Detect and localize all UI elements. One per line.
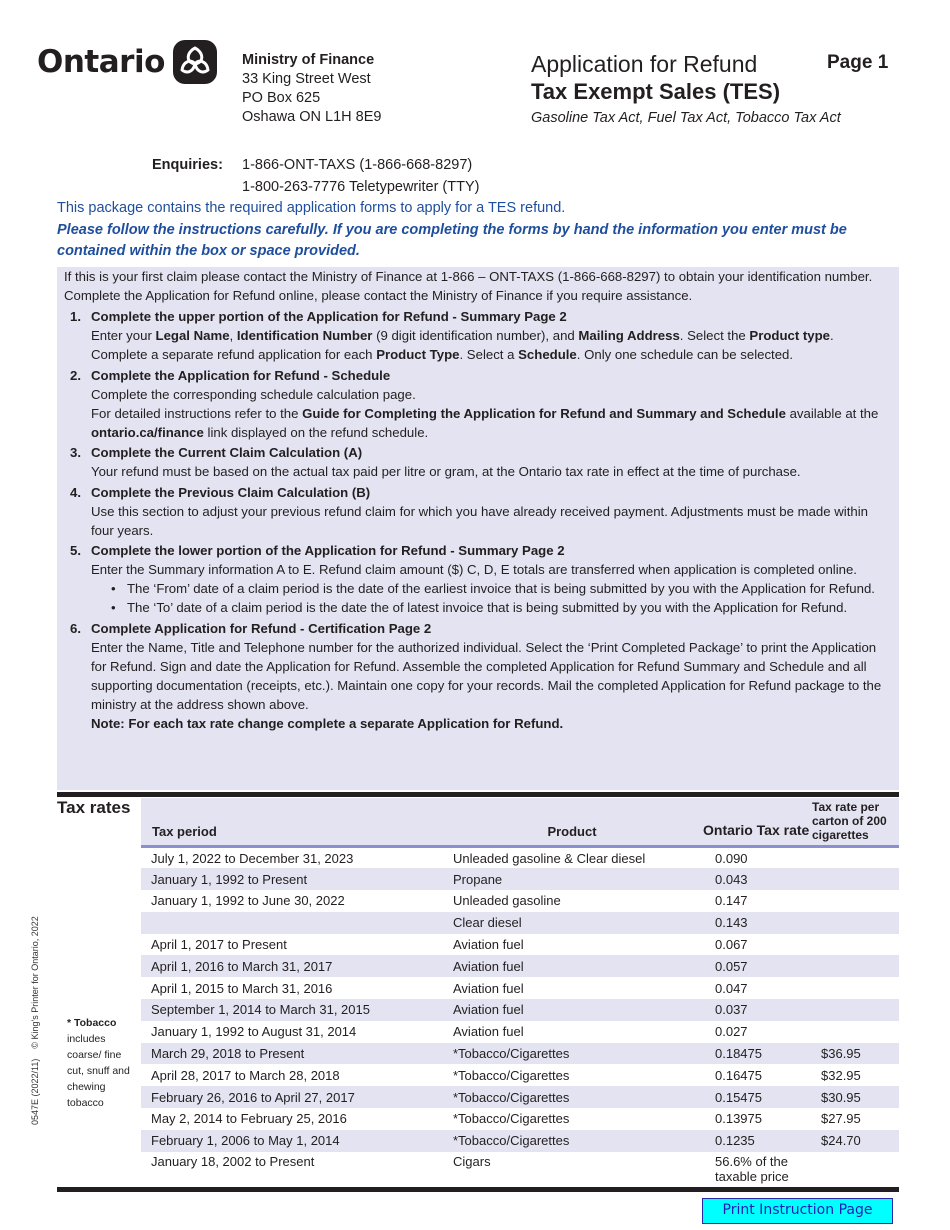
- step-heading: Complete Application for Refund - Certification Page 2: [91, 620, 432, 636]
- cell-tax-rate: 0.15475: [701, 1086, 810, 1108]
- col-product: Product: [443, 798, 701, 847]
- cell-carton-rate: [810, 847, 899, 869]
- step-number: 3.: [70, 445, 81, 460]
- enquiries-label: Enquiries:: [152, 157, 223, 173]
- cell-tax-period: April 28, 2017 to March 28, 2018: [151, 1067, 340, 1083]
- cell-carton-rate: [810, 955, 899, 977]
- cell-product: Aviation fuel: [443, 955, 701, 977]
- cell-tax-rate: 0.147: [715, 893, 748, 909]
- cell-tax-period: [141, 912, 443, 934]
- col-tax-period: Tax period: [141, 798, 443, 847]
- ontario-logo: [37, 38, 217, 86]
- cell-product: Aviation fuel: [453, 1024, 524, 1040]
- step-6: [64, 619, 887, 733]
- cell-tax-period: February 1, 2006 to May 1, 2014: [141, 1130, 443, 1152]
- step-number: 2.: [70, 367, 81, 383]
- step-1: [64, 307, 887, 364]
- step-note: Note: For each tax rate change complete a separate Application for Refund.: [91, 715, 564, 731]
- table-row: [141, 955, 899, 977]
- cell-carton-rate: [810, 934, 899, 956]
- bullet-item: • The ‘To’ date of a claim period is the date the of latest invoice that is being submitted by you with the Application for Refund.: [111, 598, 887, 617]
- cell-carton-rate: [810, 868, 899, 890]
- intro-text: [57, 198, 902, 263]
- cell-carton-rate: [810, 912, 899, 934]
- tobacco-note-text: includes coarse/ fine cut, snuff and chewing tobacco: [67, 1033, 130, 1109]
- cell-tax-rate: 0.067: [715, 937, 748, 953]
- cell-product: *Tobacco/Cigarettes: [443, 1130, 701, 1152]
- form-id: 0547E (2022/11): [30, 1058, 40, 1125]
- cell-carton-rate: $36.95: [810, 1043, 899, 1065]
- cell-carton-rate: [810, 977, 899, 999]
- col-carton-rate: Tax rate per carton of 200 cigarettes: [810, 798, 899, 847]
- cell-tax-rate: 0.13975: [715, 1111, 762, 1127]
- cell-tax-rate: 0.027: [715, 1024, 748, 1040]
- form-id-vertical: [30, 916, 40, 1125]
- cell-carton-rate: $24.70: [810, 1130, 899, 1152]
- cell-tax-rate: 0.043: [701, 868, 810, 890]
- step-body: Your refund must be based on the actual tax paid per litre or gram, at the Ontario tax rate in effect at the time of purchase.: [91, 464, 801, 479]
- step-number: 4.: [70, 484, 81, 500]
- step-heading: Complete the lower portion of the Application for Refund - Summary Page 2: [91, 543, 565, 558]
- cell-tax-rate: 0.090: [715, 850, 748, 866]
- cell-product: *Tobacco/Cigarettes: [443, 1086, 701, 1108]
- cell-product: *Tobacco/Cigarettes: [453, 1067, 570, 1083]
- enquiries-tty: 1-800-263-7776 Teletypewriter (TTY): [242, 179, 480, 195]
- table-row: [141, 999, 899, 1021]
- section-divider-bottom: [57, 1187, 899, 1192]
- logo-wordmark: Ontario: [37, 44, 165, 80]
- table-row: [141, 1086, 899, 1108]
- cell-carton-rate: $30.95: [810, 1086, 899, 1108]
- col-ontario-tax-rate: Ontario Tax rate: [701, 798, 810, 847]
- cell-tax-rate: 0.143: [701, 912, 810, 934]
- step-bullets: [91, 579, 887, 617]
- table-row: [141, 1152, 899, 1188]
- step-heading: Complete the Current Claim Calculation (A): [91, 445, 363, 460]
- cell-product: Cigars: [453, 1153, 491, 1169]
- cell-tax-period: January 1, 1992 to June 30, 2022: [151, 893, 345, 909]
- cell-tax-rate: 0.1235: [701, 1130, 810, 1152]
- step-5: [64, 541, 887, 617]
- tax-rates-table: [141, 798, 899, 1188]
- cell-product: Unleaded gasoline: [453, 893, 561, 909]
- instructions-lead: If this is your first claim please contact the Ministry of Finance at 1-866 – ONT-TAXS (1-866-668-8297) to obtain your identification number. Complete the Application for Refund online, please contact the Ministry of Finance if you require assistance.: [64, 269, 873, 303]
- step-heading: Complete the Previous Claim Calculation (B): [91, 484, 371, 500]
- cell-carton-rate: [810, 1152, 899, 1188]
- cell-tax-rate: 0.16475: [715, 1067, 762, 1083]
- tobacco-note-title: * Tobacco: [67, 1017, 117, 1029]
- cell-tax-period: April 1, 2015 to March 31, 2016: [151, 980, 333, 996]
- form-title: Tax Exempt Sales (TES): [531, 79, 781, 104]
- cell-tax-period: July 1, 2022 to December 31, 2023: [151, 850, 354, 866]
- table-row: [141, 868, 899, 890]
- page-label: Page 1: [827, 52, 889, 73]
- table-row: [141, 1043, 899, 1065]
- cell-product: Aviation fuel: [443, 999, 701, 1021]
- cell-tax-rate: 0.037: [701, 999, 810, 1021]
- step-number: 1.: [70, 309, 81, 324]
- cell-tax-rate: 0.057: [701, 955, 810, 977]
- step-body: Enter the Summary information A to E. Refund claim amount ($) C, D, E totals are transferred when application is completed online.: [91, 562, 857, 577]
- cell-tax-period: January 1, 1992 to Present: [141, 868, 443, 890]
- cell-carton-rate: [810, 890, 899, 912]
- step-heading: Complete the upper portion of the Application for Refund - Summary Page 2: [91, 309, 567, 324]
- table-header-row: [141, 798, 899, 847]
- cell-tax-rate: 0.18475: [701, 1043, 810, 1065]
- intro-warning: Please follow the instructions carefully. If you are completing the forms by hand the information you enter must be contained within the box or space provided.: [57, 221, 847, 259]
- cell-product: Unleaded gasoline & Clear diesel: [453, 850, 646, 866]
- cell-tax-period: February 26, 2016 to April 27, 2017: [141, 1086, 443, 1108]
- table-row: [141, 1130, 899, 1152]
- cell-tax-period: March 29, 2018 to Present: [141, 1043, 443, 1065]
- acts-subtitle: Gasoline Tax Act, Fuel Tax Act, Tobacco Tax Act: [531, 110, 841, 126]
- step-body: Enter the Name, Title and Telephone number for the authorized individual. Select the ‘Print Completed Package’ to print the Application for Refund. Sign and date the Application for Refund. Assemble the completed Application for Refund Summary and Schedule and all supporting documentation (receipts, etc.). Maintain one copy for your records. Mail the completed Application for Refund package to the ministry at the address shown above.: [91, 639, 882, 712]
- cell-tax-period: April 1, 2017 to Present: [151, 937, 287, 953]
- table-row: [141, 977, 899, 999]
- cell-carton-rate: $27.95: [821, 1111, 861, 1127]
- section-divider: [57, 792, 899, 797]
- step-body: Enter your Legal Name, Identification Number (9 digit identification number), and Mailing Address. Select the Product type.: [91, 328, 834, 343]
- cell-product: Clear diesel: [443, 912, 701, 934]
- instruction-steps: [64, 307, 887, 733]
- step-number: 6.: [70, 620, 81, 636]
- tax-rates-heading: Tax rates: [57, 798, 131, 817]
- cell-carton-rate: $32.95: [821, 1067, 861, 1083]
- step-body: Complete the corresponding schedule calculation page.: [91, 386, 416, 402]
- cell-tax-period: April 1, 2016 to March 31, 2017: [141, 955, 443, 977]
- cell-product: *Tobacco/Cigarettes: [443, 1043, 701, 1065]
- tobacco-note: [67, 1015, 137, 1111]
- table-row: [141, 912, 899, 934]
- step-2: [64, 366, 887, 442]
- ministry-name: Ministry of Finance: [242, 52, 375, 68]
- cell-product: Aviation fuel: [453, 980, 524, 996]
- cell-carton-rate: [810, 999, 899, 1021]
- step-number: 5.: [70, 543, 81, 558]
- address-line: PO Box 625: [242, 90, 321, 106]
- cell-tax-rate: 0.047: [715, 980, 748, 996]
- application-title: Application for Refund: [531, 51, 758, 77]
- step-body: Complete a separate refund application for each Product Type. Select a Schedule. Only one schedule can be selected.: [91, 347, 794, 362]
- step-body: For detailed instructions refer to the Guide for Completing the Application for Refund and Summary and Schedule available at the ontario.ca/finance link displayed on the refund schedule.: [91, 405, 879, 440]
- bullet-item: • The ‘From’ date of a claim period is the date of the earliest invoice that is being submitted by you with the Application for Refund.: [111, 579, 887, 598]
- cell-tax-rate: 56.6% of the taxable price: [715, 1153, 789, 1184]
- intro-line: This package contains the required application forms to apply for a TES refund.: [57, 200, 566, 216]
- step-heading: Complete the Application for Refund - Schedule: [91, 367, 391, 383]
- ministry-address: [242, 51, 381, 127]
- enquiries-phone: 1-866-ONT-TAXS (1-866-668-8297): [242, 157, 473, 173]
- copyright: © King's Printer for Ontario, 2022: [30, 916, 40, 1049]
- instructions-box: [57, 267, 899, 790]
- table-row: [141, 934, 899, 956]
- cell-product: Propane: [443, 868, 701, 890]
- table-row: [141, 890, 899, 912]
- address-line: 33 King Street West: [242, 71, 371, 87]
- trillium-icon: [173, 40, 217, 84]
- cell-product: Aviation fuel: [453, 937, 524, 953]
- table-row: [141, 1021, 899, 1043]
- cell-carton-rate: [810, 1021, 899, 1043]
- table-row: [141, 847, 899, 869]
- cell-tax-period: January 18, 2002 to Present: [151, 1153, 315, 1169]
- step-body: Use this section to adjust your previous refund claim for which you have already received payment. Adjustments must be made within four years.: [91, 503, 868, 538]
- step-3: [64, 443, 887, 481]
- cell-tax-period: January 1, 1992 to August 31, 2014: [151, 1024, 357, 1040]
- cell-tax-period: May 2, 2014 to February 25, 2016: [151, 1111, 347, 1127]
- table-row: [141, 1108, 899, 1130]
- address-line: Oshawa ON L1H 8E9: [242, 109, 382, 125]
- cell-product: *Tobacco/Cigarettes: [453, 1111, 570, 1127]
- print-instruction-page-button[interactable]: Print Instruction Page: [702, 1198, 893, 1224]
- step-4: [64, 483, 887, 540]
- cell-tax-period: September 1, 2014 to March 31, 2015: [141, 999, 443, 1021]
- table-row: [141, 1064, 899, 1086]
